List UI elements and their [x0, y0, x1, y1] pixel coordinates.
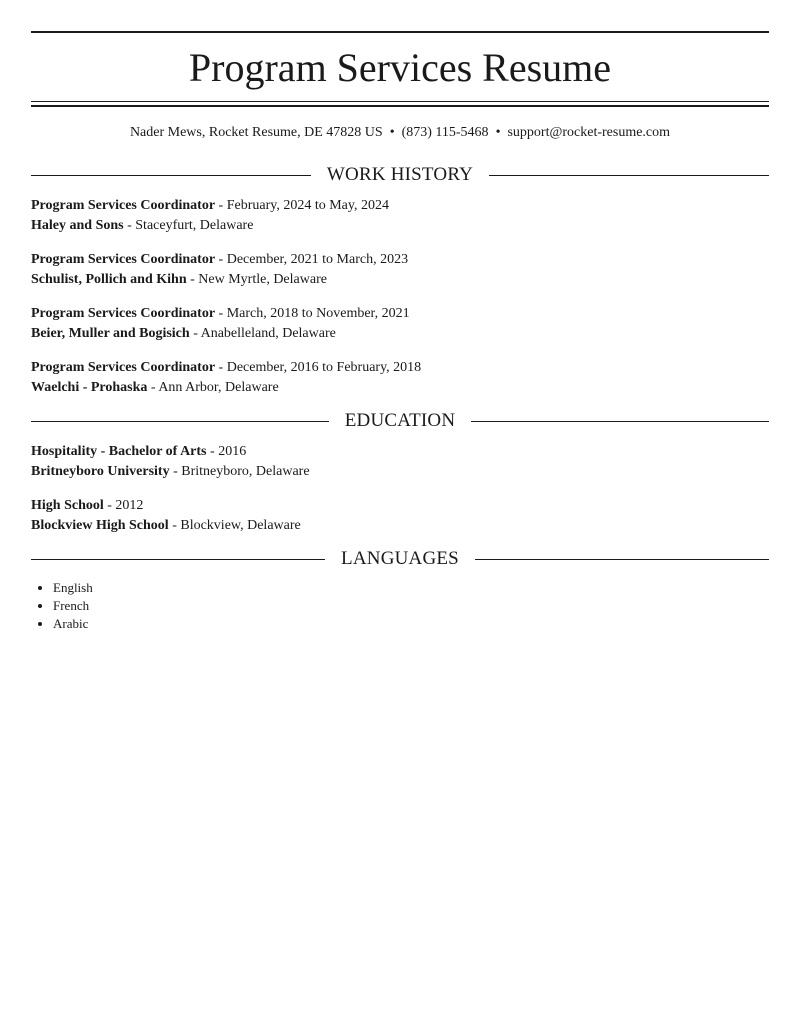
- education-entry: High School - 2012 Blockview High School - Blockview, Delaware: [31, 498, 301, 533]
- degree: High School: [31, 498, 104, 513]
- languages-list: [31, 579, 93, 633]
- contact-address: Nader Mews, Rocket Resume, DE 47828 US: [129, 125, 383, 140]
- job-dates: December, 2016 to February, 2018: [226, 360, 422, 375]
- contact-info: [31, 123, 769, 143]
- graduation-year: 2012: [115, 498, 144, 513]
- work-entry: Program Services Coordinator - December, 2021 to March, 2023 Schulist, Pollich and Kihn - New Myrtle, Delaware: [31, 252, 409, 287]
- contact-separator: •: [389, 125, 395, 140]
- company-name: Waelchi - Prohaska: [31, 380, 148, 395]
- section-heading-work-history: [31, 164, 769, 186]
- job-title: Program Services Coordinator: [31, 360, 216, 375]
- language-item: • English: [53, 579, 93, 597]
- company-location: Anabelleland, Delaware: [200, 326, 336, 341]
- title-rule-thick: [31, 105, 769, 107]
- job-title: Program Services Coordinator: [31, 252, 216, 267]
- section-rule-right: [489, 175, 769, 176]
- company-location: Ann Arbor, Delaware: [158, 380, 279, 395]
- section-title: LANGUAGES: [341, 548, 459, 569]
- section-rule-left: [31, 175, 311, 176]
- company-location: New Myrtle, Delaware: [198, 272, 327, 287]
- school-location: Blockview, Delaware: [180, 518, 301, 533]
- contact-email: support@rocket-resume.com: [507, 125, 671, 140]
- work-entry: Program Services Coordinator - March, 2018 to November, 2021 Beier, Muller and Bogisich - Anabelleland, Delaware: [31, 306, 410, 341]
- section-rule-right: [471, 421, 769, 422]
- degree: Hospitality - Bachelor of Arts: [31, 444, 207, 459]
- company-name: Schulist, Pollich and Kihn: [31, 272, 187, 287]
- job-dates: December, 2021 to March, 2023: [226, 252, 409, 267]
- section-rule-left: [31, 559, 325, 560]
- section-rule-left: [31, 421, 329, 422]
- section-title: WORK HISTORY: [326, 164, 474, 185]
- section-heading-languages: [31, 548, 769, 570]
- work-entry: Program Services Coordinator - February, 2024 to May, 2024 Haley and Sons - Staceyfurt, Delaware: [31, 198, 389, 233]
- section-heading-education: [31, 410, 769, 432]
- job-title: Program Services Coordinator: [31, 198, 216, 213]
- education-entry: Hospitality - Bachelor of Arts - 2016 Britneyboro University - Britneyboro, Delaware: [31, 444, 310, 479]
- language-item: • Arabic: [53, 615, 93, 633]
- school-location: Britneyboro, Delaware: [181, 464, 310, 479]
- section-rule-right: [475, 559, 769, 560]
- language-item: • French: [53, 597, 93, 615]
- contact-phone: (873) 115-5468: [401, 125, 489, 140]
- school-name: Blockview High School: [31, 518, 169, 533]
- school-name: Britneyboro University: [31, 464, 170, 479]
- company-name: Beier, Muller and Bogisich: [31, 326, 190, 341]
- job-title: Program Services Coordinator: [31, 306, 216, 321]
- company-name: Haley and Sons: [31, 218, 124, 233]
- company-location: Staceyfurt, Delaware: [135, 218, 254, 233]
- top-rule: [31, 31, 769, 33]
- contact-separator: •: [495, 125, 501, 140]
- graduation-year: 2016: [218, 444, 247, 459]
- section-title: EDUCATION: [344, 410, 456, 431]
- title-rule-thin: [31, 101, 769, 102]
- job-dates: February, 2024 to May, 2024: [226, 198, 389, 213]
- work-entry: Program Services Coordinator - December, 2016 to February, 2018 Waelchi - Prohaska - Ann Arbor, Delaware: [31, 360, 422, 395]
- job-dates: March, 2018 to November, 2021: [226, 306, 410, 321]
- page-title: Program Services Resume: [188, 45, 612, 90]
